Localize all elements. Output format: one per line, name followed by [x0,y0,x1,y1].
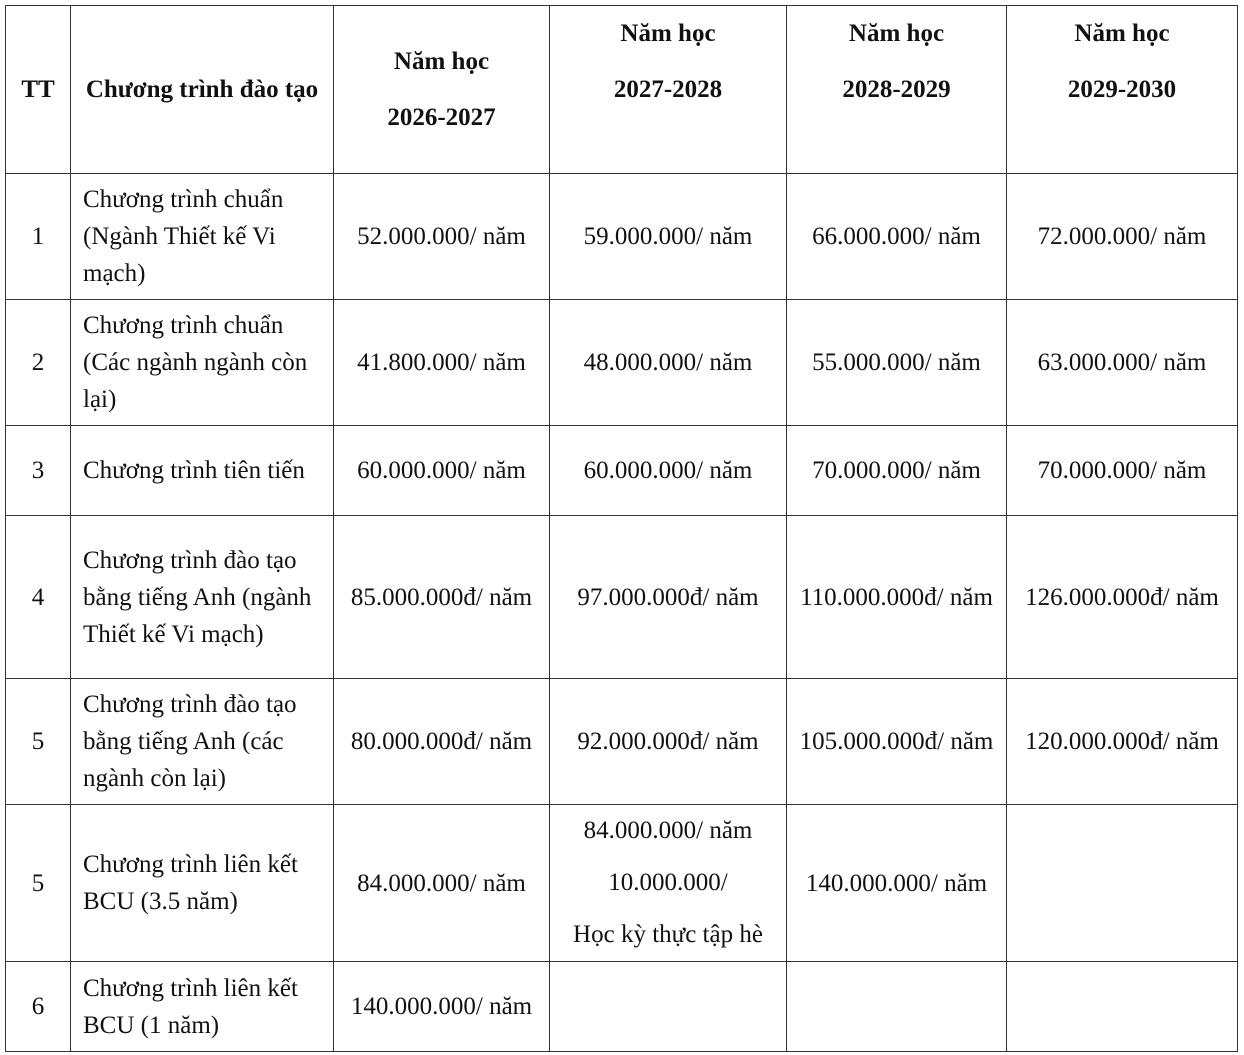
row-number: 2 [6,300,71,426]
fee-2027-2028: 97.000.000đ/ năm [550,516,787,679]
fee-2027-2028-summer-label: Học kỳ thực tập hè [573,921,763,948]
table-row [6,300,1238,426]
table-row [6,174,1238,300]
fee-2027-2028: 59.000.000/ năm [550,174,787,300]
fee-2029-2030 [1007,962,1238,1052]
row-number: 5 [6,679,71,805]
program-name: Chương trình đào tạo bằng tiếng Anh (ngành Thiết kế Vi mạch) [71,516,334,679]
tuition-fee-table [5,5,1238,1052]
fee-2028-2029: 140.000.000/ năm [787,805,1007,962]
fee-2027-2028: 60.000.000/ năm [550,426,787,516]
fee-2028-2029 [787,962,1007,1052]
table-row [6,516,1238,679]
fee-2028-2029: 66.000.000/ năm [787,174,1007,300]
header-year-2027-2028: Năm học 2027-2028 [550,6,787,174]
fee-2027-2028: 48.000.000/ năm [550,300,787,426]
header-year-2028-2029: Năm học 2028-2029 [787,6,1007,174]
program-name: Chương trình tiên tiến [71,426,334,516]
row-number: 6 [6,962,71,1052]
fee-2026-2027: 84.000.000/ năm [334,805,550,962]
row-number: 3 [6,426,71,516]
fee-2027-2028-annual: 84.000.000/ năm [583,817,753,844]
fee-2028-2029: 105.000.000đ/ năm [787,679,1007,805]
fee-2027-2028: 92.000.000đ/ năm [550,679,787,805]
fee-2028-2029: 110.000.000đ/ năm [787,516,1007,679]
fee-2029-2030: 63.000.000/ năm [1007,300,1238,426]
fee-2026-2027: 52.000.000/ năm [334,174,550,300]
fee-2027-2028 [550,805,787,962]
header-year-2026-2027: Năm học 2026-2027 [334,6,550,174]
fee-2026-2027: 80.000.000đ/ năm [334,679,550,805]
fee-2026-2027: 41.800.000/ năm [334,300,550,426]
fee-2026-2027: 85.000.000đ/ năm [334,516,550,679]
fee-2028-2029: 55.000.000/ năm [787,300,1007,426]
row-number: 4 [6,516,71,679]
table-row [6,426,1238,516]
header-program: Chương trình đào tạo [71,6,334,174]
fee-2027-2028 [550,962,787,1052]
fee-2026-2027: 140.000.000/ năm [334,962,550,1052]
program-name: Chương trình chuẩn (Ngành Thiết kế Vi mạch) [71,174,334,300]
program-name: Chương trình liên kết BCU (1 năm) [71,962,334,1052]
row-number: 5 [6,805,71,962]
fee-2029-2030: 72.000.000/ năm [1007,174,1238,300]
header-year-2029-2030: Năm học 2029-2030 [1007,6,1238,174]
table-row [6,679,1238,805]
program-name: Chương trình chuẩn (Các ngành ngành còn lại) [71,300,334,426]
header-tt: TT [6,6,71,174]
program-name: Chương trình liên kết BCU (3.5 năm) [71,805,334,962]
fee-2028-2029: 70.000.000/ năm [787,426,1007,516]
fee-2029-2030: 126.000.000đ/ năm [1007,516,1238,679]
fee-2027-2028-summer-amount: 10.000.000/ [608,869,728,896]
fee-2029-2030: 120.000.000đ/ năm [1007,679,1238,805]
fee-2029-2030: 70.000.000/ năm [1007,426,1238,516]
fee-2029-2030 [1007,805,1238,962]
program-name: Chương trình đào tạo bằng tiếng Anh (các ngành còn lại) [71,679,334,805]
header-row [6,6,1238,174]
row-number: 1 [6,174,71,300]
fee-2026-2027: 60.000.000/ năm [334,426,550,516]
table-row [6,962,1238,1052]
table-row [6,805,1238,962]
